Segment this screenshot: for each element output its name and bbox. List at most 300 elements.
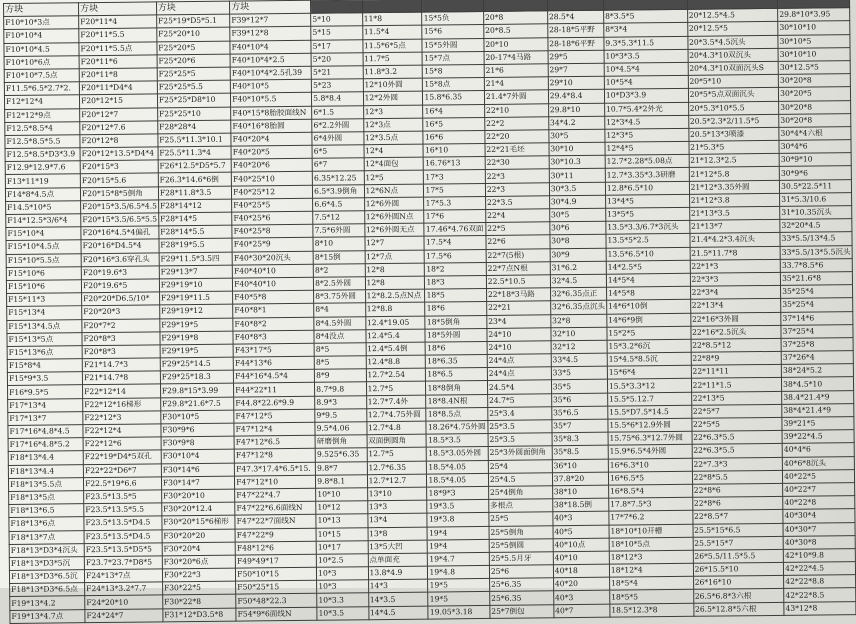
table-cell: 18*8.5点	[426, 407, 487, 421]
table-cell: F44*22*11	[234, 383, 315, 397]
table-body	[4, 8, 856, 623]
table-cell: F24*13*7点	[84, 569, 162, 583]
table-cell: F23.5*13.5*5.5	[84, 503, 162, 517]
table-cell: 12.7*7.4外	[366, 395, 426, 409]
table-cell: 8*4没点	[314, 329, 366, 343]
table-cell: F40*15*8胎胶面线N	[231, 106, 312, 120]
table-cell: 32*6.35点正	[550, 287, 606, 301]
table-cell: 33*4.5	[551, 353, 607, 367]
table-cell: 38*18.5倒	[552, 498, 608, 512]
table-cell: F18*13*4.4	[8, 464, 83, 478]
header-cell	[547, 0, 603, 11]
table-cell: 13.5*3.3/6.7*3沉头	[606, 221, 690, 235]
size-table	[3, 0, 856, 624]
table-cell: F29*19*11.5	[159, 291, 232, 305]
table-cell: 12.7*5	[366, 382, 426, 396]
table-cell: 20*5.3*10*5.5	[688, 101, 779, 115]
table-cell: F30*22*8	[163, 595, 236, 609]
table-cell: 18.5*3.05外圆	[427, 447, 488, 461]
table-cell: 19*3.5	[427, 500, 488, 514]
table-cell: 24*4点	[487, 354, 551, 368]
table-cell: 12*8	[365, 263, 425, 277]
table-cell: 12.7*2.28*5.08点	[605, 155, 689, 169]
table-cell: F18*13*D3*5沉	[9, 557, 84, 571]
table-cell: 30*3.5	[549, 182, 605, 196]
table-cell: F50*48*22.3	[236, 594, 317, 608]
table-cell: F20*12*7.6	[80, 121, 158, 135]
table-cell: 8.7*9.8	[315, 382, 367, 396]
table-cell: 15*2*5	[607, 326, 691, 340]
table-cell: 38*4.5*10	[782, 377, 854, 391]
table-cell: 15*8	[423, 64, 484, 78]
table-cell: F12.5*8.5*D3*3.9	[5, 148, 80, 162]
table-cell: 25*4倒角	[488, 486, 552, 500]
table-cell: F20*19.6*5	[81, 279, 159, 293]
table-cell: 22*10	[484, 103, 548, 117]
table-cell: F18*13*5.5点	[8, 477, 83, 491]
table-cell: 13*4*5	[605, 194, 689, 208]
table-cell: 16*4	[423, 104, 484, 118]
table-cell: 11.8*3.2	[363, 65, 423, 79]
table-cell: 29.4*8.4	[548, 90, 604, 104]
table-cell: 39*22*4.5	[782, 430, 854, 444]
table-cell: F10*10*3点	[4, 16, 79, 30]
table-cell: F23.5*13.5*D4.5	[84, 516, 162, 530]
table-cell: 30*4*6	[779, 140, 851, 154]
table-cell: 8*10	[313, 237, 365, 251]
table-cell: 40*7	[554, 604, 610, 618]
table-cell: F15*13*5点	[7, 332, 82, 346]
table-cell: 12*6N点	[364, 184, 424, 198]
table-cell: 12*7点	[365, 250, 425, 264]
table-cell: F30*20*4	[162, 542, 235, 556]
table-cell: 30*9*6	[779, 166, 851, 180]
table-cell: F20*8*3	[82, 345, 160, 359]
table-cell: 15.5*3.3*12	[607, 379, 691, 393]
table-cell: 36*10	[552, 459, 608, 473]
table-cell: 15*7点	[423, 51, 484, 65]
table-cell: F29.8*21.6*7.5	[160, 397, 233, 411]
table-cell: 33.7*8.5*6	[780, 258, 852, 272]
header-cell: 方块	[4, 3, 79, 17]
table-cell: F44*13*6	[233, 356, 314, 370]
table-cell: 5*21	[311, 66, 363, 80]
table-cell: 14*2.5*5	[606, 260, 690, 274]
table-cell: F25*25*5	[157, 67, 230, 81]
table-cell: F12*12*9点	[5, 108, 80, 122]
table-cell: F20*8*3	[82, 332, 160, 346]
table-cell: F25.5*11.3*4	[158, 146, 231, 160]
table-cell: 19*4	[427, 526, 488, 540]
table-cell: 40*10点	[553, 538, 609, 552]
table-cell: 30*20*8	[779, 113, 851, 127]
table-cell: F47*12*5	[234, 409, 315, 423]
table-cell: 40*22*5	[783, 469, 855, 483]
table-cell: F15*13*4	[7, 306, 82, 320]
table-cell: F15*10*5.5点	[6, 253, 81, 267]
table-cell: 12.4*8.8	[366, 355, 426, 369]
table-cell: 18*12*4	[609, 563, 693, 577]
table-cell: 13.5*5*2.5	[606, 234, 690, 248]
table-cell: 22*6.3*5.5	[692, 431, 783, 445]
table-cell: 16*6	[423, 130, 484, 144]
table-cell: 20*3.5*4.5沉头	[687, 35, 778, 49]
table-cell: F20*12*13.5*D4*4	[80, 147, 158, 161]
table-cell: 19*5	[428, 579, 489, 593]
table-cell: 20*12.5*5	[687, 22, 778, 36]
table-cell: F20*16*4.5*4偏孔	[81, 226, 159, 240]
table-cell: F23.5*13.5*D5*5	[84, 543, 162, 557]
table-cell: 29*10	[548, 76, 604, 90]
table-cell: 16*6.3*10	[608, 458, 692, 472]
table-cell: F29*19*5	[160, 318, 233, 332]
table-cell: 24.7*5	[487, 393, 551, 407]
table-cell: 31*6.2	[550, 261, 606, 275]
table-cell: 30*8	[550, 235, 606, 249]
table-cell: 17.5*6	[425, 249, 486, 263]
table-cell: 7.5*12	[313, 211, 365, 225]
table-cell: F20*15*8*5倒角	[80, 187, 158, 201]
table-cell: F40*8*1	[233, 304, 314, 318]
table-cell: 34*4.2	[548, 116, 604, 130]
table-cell: 14*6*10倒	[607, 300, 691, 314]
table-cell: 14*3.5	[368, 593, 428, 607]
table-cell: F25*20*10	[157, 28, 230, 42]
table-cell: F18*13*7点	[9, 530, 84, 544]
table-cell: F40*25*8	[232, 224, 313, 238]
table-cell: F30*20*10	[161, 489, 234, 503]
table-cell: 40*20	[553, 577, 609, 591]
table-cell: F22.5*19*6.6	[83, 477, 161, 491]
table-cell: 17*3	[424, 170, 485, 184]
table-cell: 15*6	[422, 25, 483, 39]
table-cell: 18*5*5	[610, 590, 694, 604]
table-cell: 26*15.5*10	[693, 562, 784, 576]
table-cell: 16*6.5*5	[608, 471, 692, 485]
table-cell: 8*5	[314, 356, 366, 370]
table-cell: 18*5外圆	[425, 328, 486, 342]
table-cell: 22*3	[485, 169, 549, 183]
table-cell: 35*25*4	[781, 298, 853, 312]
table-cell: 17.8*7.5*3	[609, 497, 693, 511]
table-cell: 20*8.5	[484, 24, 548, 38]
table-cell: 24*10	[487, 341, 551, 355]
table-cell: F30*9*8	[161, 436, 234, 450]
table-cell: 22*18*3马路	[486, 288, 550, 302]
table-cell: F20*15*3.5/6.5*4.5	[81, 200, 159, 214]
table-cell: F28*14*5	[159, 212, 232, 226]
table-cell: 5*17	[311, 39, 363, 53]
table-cell: 40*10	[553, 551, 609, 565]
table-cell: 35*5	[551, 380, 607, 394]
table-cell: F20*15*3	[80, 160, 158, 174]
table-cell: 30*12.5*5	[778, 61, 850, 75]
table-cell: 22*5*5	[691, 417, 782, 431]
table-cell: 18.26*4.75外圆	[426, 420, 487, 434]
table-cell: 21*5.3*5	[689, 140, 780, 154]
table-cell: F29*11.5*3.5四	[159, 252, 232, 266]
header-cell: 方块	[156, 1, 229, 15]
table-cell: 25*5.5月牙	[489, 552, 553, 566]
table-cell: F22*12*3	[83, 411, 161, 425]
table-cell: F18*13*D3*4沉头	[9, 543, 84, 557]
table-cell: F25*20*5	[157, 41, 230, 55]
table-cell: 12.4*19.05	[365, 316, 425, 330]
table-cell: 6*1.5	[312, 105, 364, 119]
table-cell: 11*8	[362, 12, 422, 26]
table-cell: F14*8*4.5点	[5, 187, 80, 201]
table-cell: 12.7*4.75外圆	[366, 408, 426, 422]
table-cell: F14*12.5*3/6*4	[6, 214, 81, 228]
table-cell: F29*13*7	[159, 265, 232, 279]
table-cell: 15.9*6.5*4外圆	[608, 445, 692, 459]
table-cell: F39*12*8	[230, 27, 311, 41]
table-cell: F29*25*14.5	[160, 357, 233, 371]
table-cell: 35*8.3	[552, 432, 608, 446]
table-cell: 40*22*7	[783, 483, 855, 497]
table-cell: F40*25*9	[232, 238, 313, 252]
table-cell: 18*3	[425, 275, 486, 289]
table-cell: 14*4.5	[368, 606, 428, 620]
table-cell: F15*10*6	[6, 280, 81, 294]
table-cell: 8*4	[314, 303, 366, 317]
table-cell: 11.5*4	[362, 25, 422, 39]
table-cell: F20*12*8	[80, 134, 158, 148]
table-cell: 28-18*5平野	[548, 24, 604, 38]
table-cell: 30*20*8	[779, 100, 851, 114]
table-cell: F30*20*6点	[162, 555, 235, 569]
table-cell: 22*5	[486, 222, 550, 236]
table-cell: 20*8	[483, 11, 547, 25]
table-cell: F29*19*12	[159, 304, 232, 318]
table-cell: 16*5	[423, 117, 484, 131]
table-cell: F30*14*6	[161, 463, 234, 477]
table-cell: 30*20*5	[779, 87, 851, 101]
table-cell: 22*16*3外圆	[690, 312, 781, 326]
table-cell: 18*8倒角	[426, 381, 487, 395]
table-cell: F12.9*12.9*7.6	[5, 161, 80, 175]
table-cell: 30*11	[549, 169, 605, 183]
table-cell: 40*6*8沉头	[782, 456, 854, 470]
table-cell: F20*11*D4*4	[79, 81, 157, 95]
table-cell: 13*5*5	[606, 207, 690, 221]
table-cell: 双面倒圆角	[367, 434, 427, 448]
table-cell: 18.5*12.3*8	[610, 603, 694, 617]
table-cell: 8*3.75外圆	[314, 290, 366, 304]
table-cell: F47*22*7面线N	[235, 515, 316, 529]
table-cell: 22*2	[485, 116, 549, 130]
table-cell: 11.7*5	[363, 52, 423, 66]
table-cell: 7.5*6外圆	[313, 224, 365, 238]
table-cell: 19*4.7	[428, 552, 489, 566]
table-cell: 22*16*2.5沉头	[690, 325, 781, 339]
table-cell: 9.3*5.3*11.5	[604, 36, 688, 50]
header-cell	[422, 0, 483, 12]
table-cell: F47*12*6.5	[234, 435, 315, 449]
table-cell: F22*22*D6*7	[83, 463, 161, 477]
table-cell: F40*25*6	[232, 211, 313, 225]
table-cell: F20*11*4	[79, 15, 157, 29]
table-cell: 30*9*10	[779, 153, 851, 167]
table-cell: 18*6.5	[426, 368, 487, 382]
table-cell: 15.75*6.3*12.7外圆	[608, 432, 692, 446]
table-cell: 25*6.35	[489, 578, 553, 592]
table-cell: 24*4点	[487, 367, 551, 381]
table-cell: F40*10*5	[230, 79, 311, 93]
table-cell: 21*12*5.8	[689, 167, 780, 181]
table-cell: 30*20*8	[778, 74, 850, 88]
table-cell: 10*13	[316, 514, 368, 528]
table-cell: 18*10*5点	[609, 537, 693, 551]
table-cell: 15*3.2*6沉	[607, 339, 691, 353]
table-cell: F30*22*3	[162, 568, 235, 582]
table-cell: 5.8*8.4	[312, 92, 364, 106]
table-cell: F18*13*5点	[9, 491, 84, 505]
table-cell: 10*3	[317, 580, 369, 594]
table-cell: 20*5*5点双面沉头	[688, 88, 779, 102]
table-cell: 20*4.3*10双沉头	[688, 48, 779, 62]
table-cell: 17*6	[424, 209, 485, 223]
table-cell: F28*14*5.5	[159, 225, 232, 239]
table-cell: 30*10*5	[778, 34, 850, 48]
table-cell: F26*12.5*D5*5.7	[158, 159, 231, 173]
table-cell: 12.7*12.7	[367, 474, 427, 488]
table-cell: F23.7*23.7*D8*5	[84, 556, 162, 570]
table-cell: 19*5	[428, 592, 489, 606]
table-cell: 10.7*5.4*2外光	[604, 102, 688, 116]
table-cell: F20*16*3.6穿孔头	[81, 252, 159, 266]
table-cell: 10*10	[316, 488, 368, 502]
table-cell: 33*5.5/13*5.5沉头	[780, 245, 852, 259]
table-cell: 42*10*9.8	[783, 548, 855, 562]
table-cell: 12*3*5	[605, 128, 689, 142]
table-cell: 38*10	[552, 485, 608, 499]
table-cell: F20*12*15	[79, 94, 157, 108]
table-cell: 15.5*5.12.7	[608, 392, 692, 406]
table-cell: F44*16*4.5*4	[234, 370, 315, 384]
table-cell: F10*10*4.5	[4, 42, 79, 56]
table-cell: 24.5*4	[487, 380, 551, 394]
table-cell: 12*5	[364, 171, 424, 185]
table-cell: 23*4	[487, 314, 551, 328]
table-cell: 13*10	[367, 487, 427, 501]
table-cell: 6*4外圆	[312, 132, 364, 146]
table-cell: 32*8	[551, 314, 607, 328]
table-cell: 12*8	[365, 276, 425, 290]
table-cell: F40*16*8胎圆	[231, 119, 312, 133]
table-cell: F15*13*6点	[7, 346, 82, 360]
table-cell: 42*22*8.5	[784, 588, 856, 602]
table-cell: 6*5	[312, 145, 364, 159]
table-cell: 26.5*6.8*3六根	[693, 589, 784, 603]
table-cell: 12*3点	[363, 118, 423, 132]
table-cell: F10*10*6点	[4, 55, 79, 69]
table-cell: F17*16*4.8*4.5	[8, 425, 83, 439]
table-cell: 12.7*6.35	[367, 461, 427, 475]
table-cell: F40*20*5	[231, 145, 312, 159]
table-cell: 12*6外圆	[364, 197, 424, 211]
table-cell: 30*10	[549, 142, 605, 156]
table-cell: F18*13*D3*6.5点	[10, 583, 85, 597]
table-cell: 31*5.3/10.6	[780, 192, 852, 206]
table-cell: 12*8.2.5点N点	[365, 289, 425, 303]
table-cell: F40*40*10	[232, 264, 313, 278]
table-cell: 12*10外圆	[363, 78, 423, 92]
table-cell: 22*7(5根)	[486, 248, 550, 262]
table-cell: 29.8*10	[548, 103, 604, 117]
table-cell: 40*18	[553, 564, 609, 578]
table-cell: F47*22*9	[235, 528, 316, 542]
table-cell: F49*49*17	[235, 554, 316, 568]
table-cell: 16*8.5*4	[608, 484, 692, 498]
table-cell: 12*3*4.5	[605, 115, 689, 129]
table-cell: 22*11*1.5	[691, 378, 782, 392]
table-cell: F40*10*4	[230, 40, 311, 54]
table-cell: 9.8*7	[315, 461, 367, 475]
table-cell: 5*23	[311, 79, 363, 93]
table-cell: 10*3	[317, 567, 369, 581]
table-cell: 13*4	[367, 513, 427, 527]
table-cell: 40*30*7	[783, 522, 855, 536]
table-cell: F12.5*8.5*5.5	[5, 135, 80, 149]
table-cell: F17*13*4	[8, 398, 83, 412]
table-cell: 20*12.5*4.5	[687, 9, 778, 23]
table-cell: F47*22*6.6面线N	[235, 501, 316, 515]
table-cell: 21.4*7外圆	[484, 90, 548, 104]
table-cell: 12*6外圆N点	[364, 210, 424, 224]
table-cell: F20*7*2	[82, 318, 160, 332]
table-cell: F18*13*D3*6.5沉	[9, 570, 84, 584]
table-cell: 38.4*21.4*9	[782, 390, 854, 404]
table-cell: 12.4*5.4倒	[366, 342, 426, 356]
table-cell: 17.46*4.76双面	[424, 223, 485, 237]
table-cell: F25*19*D5*5.1	[156, 14, 229, 28]
table-cell: 10*3.5	[317, 606, 369, 620]
table-cell: F22*19*D4*5双孔	[83, 450, 161, 464]
table-cell: F47.3*17.4*6.5*15.	[234, 462, 315, 476]
table-cell: 22*7.3*3	[692, 457, 783, 471]
table-cell: F15*10*6	[6, 266, 81, 280]
table-cell: 22*5*7	[691, 404, 782, 418]
table-cell: 13.5*6.5*10	[606, 247, 690, 261]
table-cell: F12*12*4	[4, 95, 79, 109]
table-cell: 18.5*4.05	[427, 473, 488, 487]
table-cell: 38*24*5.2	[781, 364, 853, 378]
table-cell: 25*4	[488, 459, 552, 473]
table-cell: 17*5.3	[424, 196, 485, 210]
table-cell: 18.5*3.5	[427, 434, 488, 448]
table-cell: 37*26*4	[781, 351, 853, 365]
table-cell: F23.5*13.5*D4.5	[84, 529, 162, 543]
table-cell: F30*20*15*6梯形	[162, 515, 235, 529]
table-cell: 12*4面包	[364, 157, 424, 171]
table-cell: 30*6	[550, 221, 606, 235]
table-cell: F40*5*8	[233, 290, 314, 304]
table-cell: F25*25*10	[157, 107, 230, 121]
table-cell: F18*13*6点	[9, 517, 84, 531]
table-cell: 35*6.5	[552, 406, 608, 420]
table-cell: 16.76*13	[424, 157, 485, 171]
table-cell: F15*11*3	[7, 293, 82, 307]
table-cell: 22*21	[486, 301, 550, 315]
table-cell: 21*12.3*2.5	[689, 154, 780, 168]
table-cell: F40*25*12	[232, 185, 313, 199]
table-cell: 9.525*6.35	[315, 448, 367, 462]
table-cell: 19*4.8	[428, 566, 489, 580]
table-cell: 15*8点	[423, 78, 484, 92]
table-cell: 33*5	[551, 366, 607, 380]
table-cell: 22*8*9	[691, 351, 782, 365]
